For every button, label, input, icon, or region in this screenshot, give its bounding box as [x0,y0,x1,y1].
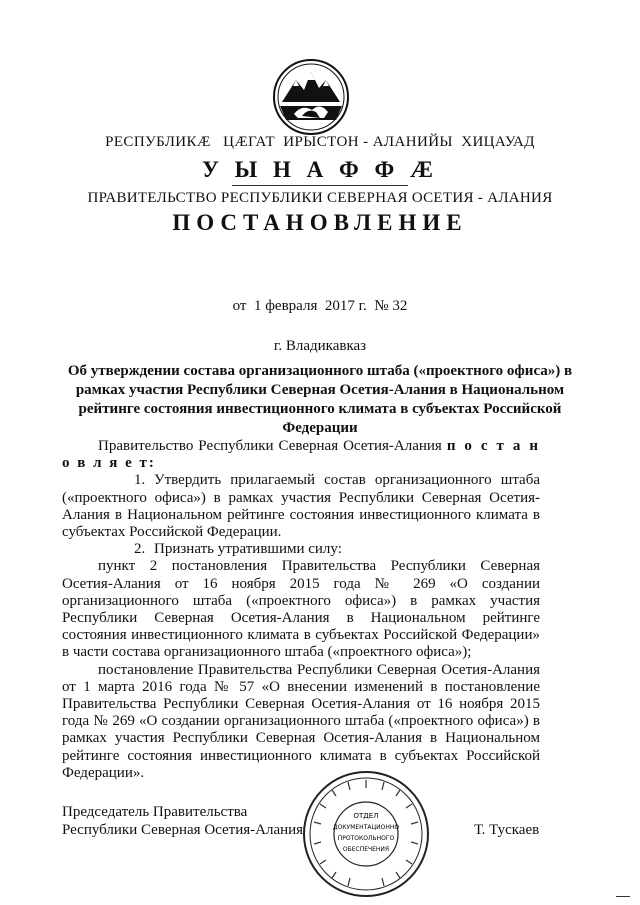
paragraph-point-2: пункт 2 постановления Правительства Республики Северная Осетия-Алания от 16 ноября 2015 года № 269 «О создании организационного штаба («проектного офиса») в рамках участия Республики Северная Осетия-Алания в Национальном рейтинге состояния инвестиционного климата в субъектах Российской Федерации» в части состава организационного штаба («проектного офиса»); [62,558,540,661]
decree-body [62,438,540,782]
document-type-title: ПОСТАНОВЛЕНИЕ [172,210,468,235]
header-divider [232,185,408,186]
page-corner-mark [616,896,630,897]
item-2 [62,541,540,558]
item-2-number: 2. [134,541,146,558]
city-line: г. Владикавказ [273,338,367,354]
item-2-text: Признать утратившими силу: [154,541,342,558]
intro-paragraph [62,438,540,472]
stamp-line-4: ОБЕСПЕЧЕНИЯ [342,846,390,853]
signatory-name: Т. Тускаев [474,822,540,838]
stamp-line-3: ПРОТОКОЛЬНОГО [337,835,395,842]
header-government-name: ПРАВИТЕЛЬСТВО РЕСПУБЛИКИ СЕВЕРНАЯ ОСЕТИЯ - АЛАНИЯ [87,190,553,206]
stamp-line-1: ОТДЕЛ [353,812,379,820]
header-ossetian-decree: У Ы Н А Ф Ф Ӕ [202,157,438,182]
intro-text: Правительство Республики Северная Осетия-Алания [98,438,447,454]
header-ossetian-republic: РЕСПУБЛИКӔ ЦӔГАТ ИРЫСТОН - АЛАНИЙЫ ХИЦАУАД [105,134,535,150]
decree-title: Об утверждении состава организационного штаба («проектного офиса») в рамках участия Республики Северная Осетия-Алания в Национальном рейтинге состояния инвестиционного климата в субъектах Российской Федерации [67,363,573,436]
item-1-text: Утвердить прилагаемый состав организационного штаба («проектного офиса») в рамках участия Республики Северная Осетия-Алания в Национальном рейтинге состояния инвестиционного климата в субъектах Российской Федерации. [62,472,540,541]
signatory-position-line-2: Республики Северная Осетия-Алания [62,822,304,838]
item-1 [62,472,540,541]
signatory-position-line-1: Председатель Правительства [62,804,248,820]
paragraph-resolution-57: постановление Правительства Республики Северная Осетия-Алания от 1 марта 2016 года № 57 «О внесении изменений в постановление Правительства Республики Северная Осетия-Алания от 16 ноября 2015 года № 269 «О создании организационного штаба («проектного офиса») в рамках участия Республики Северная Осетия-Алания в Национальном рейтинге состояния инвестиционного климата в субъектах Российской Федерации». [62,661,540,781]
official-seal-stamp [300,768,432,900]
intro-resolves: п о с т а н о в л я е т: [62,438,541,472]
stamp-line-2: ДОКУМЕНТАЦИОННО [332,824,400,831]
date-number-line: от 1 февраля 2017 г. № 32 [232,298,408,314]
item-1-number: 1. [134,472,146,489]
coat-of-arms-emblem [272,58,350,136]
